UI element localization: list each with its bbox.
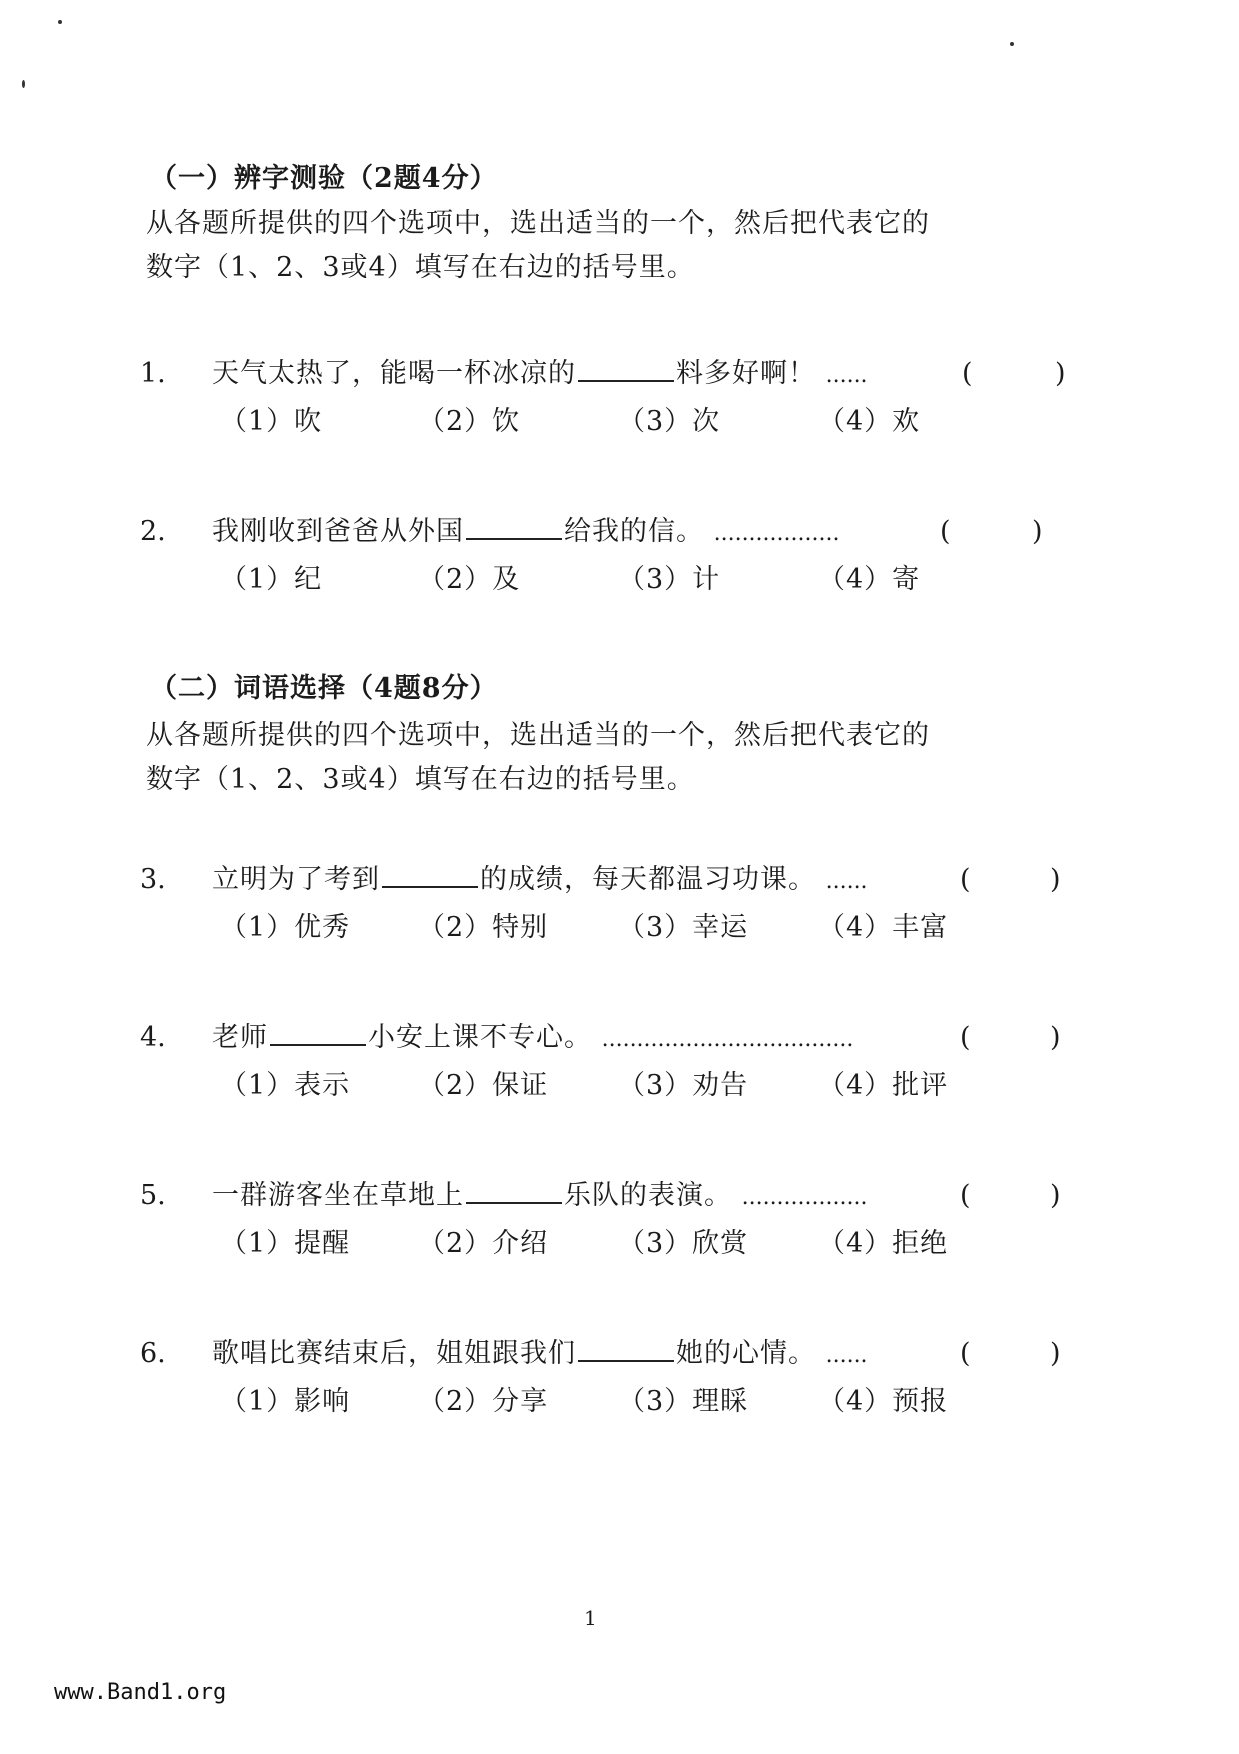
section-2-title: （二）词语选择（4题8分）: [150, 673, 498, 704]
answer-blank: [578, 352, 674, 382]
option-2: （2）分享: [418, 1386, 549, 1417]
question-6: [140, 1332, 1070, 1442]
answer-paren-open: (: [960, 1180, 971, 1211]
option-2: （2）介绍: [418, 1228, 549, 1259]
page-number: 1: [584, 1606, 597, 1630]
option-2: （2）及: [418, 564, 521, 595]
answer-paren-close: ): [1050, 1180, 1061, 1211]
question-4: [140, 1016, 1070, 1126]
option-4: （4）批评: [818, 1070, 949, 1101]
answer-paren-close: ): [1050, 1338, 1061, 1369]
options-row: [220, 1380, 1040, 1424]
option-4: （4）预报: [818, 1386, 949, 1417]
instruction-line: 数字（1、2、3或4）填写在右边的括号里。: [146, 764, 695, 795]
answer-blank: [466, 510, 562, 540]
answer-paren-open: (: [960, 864, 971, 895]
leader-dots: ..................: [713, 521, 840, 546]
question-number: 1.: [140, 358, 166, 389]
option-3: （3）幸运: [618, 912, 749, 943]
question-5: [140, 1174, 1070, 1284]
answer-blank: [466, 1174, 562, 1204]
scan-speck: [22, 80, 25, 88]
question-1: [140, 352, 1070, 462]
answer-blank: [578, 1332, 674, 1362]
option-1: （1）纪: [220, 564, 323, 595]
option-4: （4）丰富: [818, 912, 949, 943]
question-text-before: 天气太热了，能喝一杯冰凉的: [212, 358, 576, 389]
leader-dots: ......: [825, 363, 868, 388]
question-text: [212, 858, 868, 904]
scan-speck: [58, 20, 62, 24]
option-3: （3）劝告: [618, 1070, 749, 1101]
answer-blank: [270, 1016, 366, 1046]
option-4: （4）拒绝: [818, 1228, 949, 1259]
question-line: [140, 510, 1070, 554]
leader-dots: ......: [825, 1343, 868, 1368]
question-text-after: 的成绩，每天都温习功课。: [480, 864, 816, 895]
scan-speck: [1010, 42, 1014, 46]
option-2: （2）饮: [418, 406, 521, 437]
question-text: [212, 510, 839, 556]
option-2: （2）保证: [418, 1070, 549, 1101]
question-number: 4.: [140, 1022, 166, 1053]
option-3: （3）次: [618, 406, 721, 437]
option-3: （3）理睬: [618, 1386, 749, 1417]
question-text-after: 给我的信。: [564, 516, 704, 547]
answer-paren-close: ): [1032, 516, 1043, 547]
option-4: （4）寄: [818, 564, 921, 595]
answer-blank: [382, 858, 478, 888]
section-1-instruction: [146, 202, 1066, 290]
answer-paren-open: (: [962, 358, 973, 389]
answer-paren-open: (: [960, 1338, 971, 1369]
option-1: （1）优秀: [220, 912, 351, 943]
question-text-after: 乐队的表演。: [564, 1180, 732, 1211]
option-1: （1）提醒: [220, 1228, 351, 1259]
question-number: 2.: [140, 516, 166, 547]
options-row: [220, 906, 1040, 950]
options-row: [220, 1064, 1040, 1108]
option-3: （3）欣赏: [618, 1228, 749, 1259]
option-1: （1）表示: [220, 1070, 351, 1101]
question-text-before: 立明为了考到: [212, 864, 380, 895]
question-2: [140, 510, 1070, 620]
question-text: [212, 1174, 867, 1220]
question-text: [212, 352, 868, 398]
question-line: [140, 858, 1070, 902]
options-row: [220, 558, 1040, 602]
question-text: [212, 1016, 853, 1062]
section-1-title: （一）辨字测验（2题4分）: [150, 163, 498, 194]
leader-dots: ....................................: [601, 1027, 854, 1052]
option-2: （2）特别: [418, 912, 549, 943]
question-text-after: 料多好啊！: [676, 358, 816, 389]
option-1: （1）吹: [220, 406, 323, 437]
options-row: [220, 1222, 1040, 1266]
question-text-before: 我刚收到爸爸从外国: [212, 516, 464, 547]
option-1: （1）影响: [220, 1386, 351, 1417]
leader-dots: ..................: [741, 1185, 868, 1210]
question-text-after: 她的心情。: [676, 1338, 816, 1369]
footer-url: www.Band1.org: [54, 1680, 227, 1705]
question-number: 6.: [140, 1338, 166, 1369]
question-line: [140, 352, 1070, 396]
question-text: [212, 1332, 868, 1378]
question-3: [140, 858, 1070, 968]
question-number: 5.: [140, 1180, 166, 1211]
options-row: [220, 400, 1040, 444]
answer-paren-close: ): [1055, 358, 1066, 389]
instruction-line: 从各题所提供的四个选项中，选出适当的一个，然后把代表它的: [146, 208, 930, 239]
instruction-line: 从各题所提供的四个选项中，选出适当的一个，然后把代表它的: [146, 720, 930, 751]
answer-paren-close: ): [1050, 864, 1061, 895]
answer-paren-open: (: [940, 516, 951, 547]
question-line: [140, 1016, 1070, 1060]
option-4: （4）欢: [818, 406, 921, 437]
option-3: （3）计: [618, 564, 721, 595]
question-text-before: 歌唱比赛结束后，姐姐跟我们: [212, 1338, 576, 1369]
answer-paren-open: (: [960, 1022, 971, 1053]
question-number: 3.: [140, 864, 166, 895]
question-text-after: 小安上课不专心。: [368, 1022, 592, 1053]
instruction-line: 数字（1、2、3或4）填写在右边的括号里。: [146, 252, 695, 283]
question-text-before: 老师: [212, 1022, 268, 1053]
question-line: [140, 1332, 1070, 1376]
answer-paren-close: ): [1050, 1022, 1061, 1053]
section-2-instruction: [146, 714, 1066, 802]
question-text-before: 一群游客坐在草地上: [212, 1180, 464, 1211]
leader-dots: ......: [825, 869, 868, 894]
question-line: [140, 1174, 1070, 1218]
